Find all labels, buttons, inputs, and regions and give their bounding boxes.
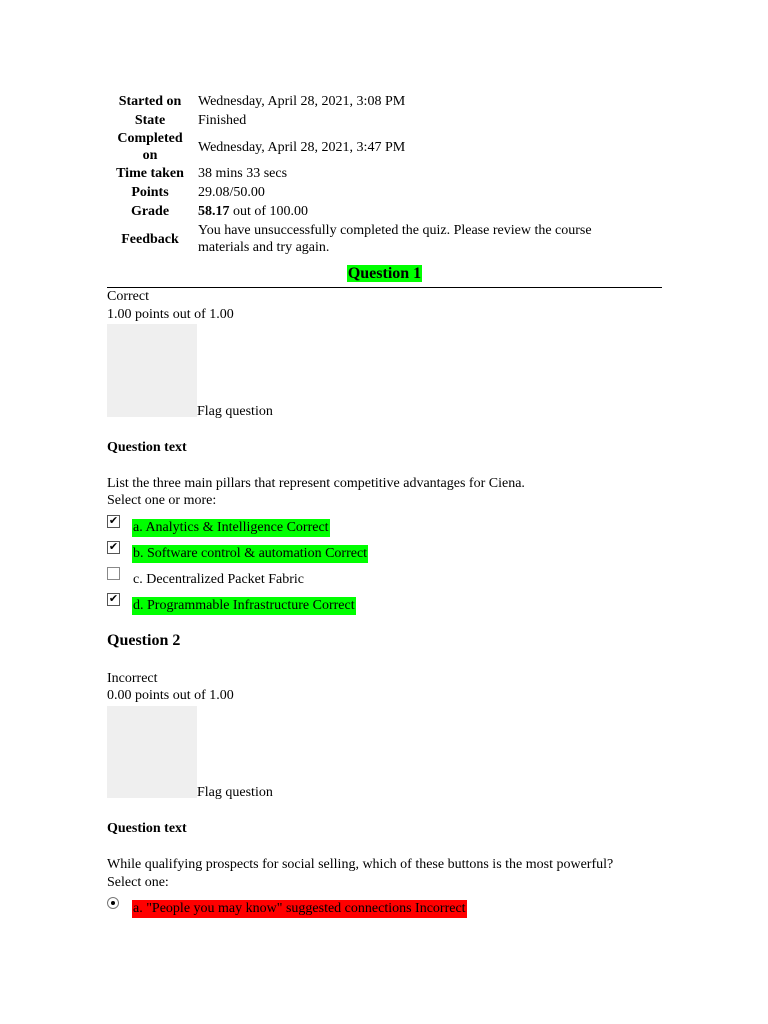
checkbox-unchecked-icon[interactable] <box>107 567 120 580</box>
q2-option-a-label: a. "People you may know" suggested connections Incorrect <box>133 901 466 916</box>
grade-score: 58.17 <box>198 204 230 219</box>
started-on-row <box>112 92 638 111</box>
grade-row <box>112 202 638 221</box>
state-row <box>112 111 638 130</box>
q2-flag-question[interactable]: Flag question <box>197 785 273 800</box>
question-1-title: Question 1 <box>347 265 422 282</box>
checkbox-checked-icon[interactable]: ✔ <box>108 515 119 527</box>
feedback-label: Feedback <box>121 231 179 247</box>
q2-question-text-label: Question text <box>107 821 187 836</box>
checkbox-checked-icon[interactable]: ✔ <box>108 541 119 553</box>
q1-flag-question[interactable]: Flag question <box>197 404 273 419</box>
feedback-row <box>112 221 638 257</box>
grade-label: Grade <box>130 204 170 219</box>
completed-on-label: Completed on <box>117 131 183 163</box>
time-taken-value: 38 mins 33 secs <box>198 166 288 181</box>
grade-value <box>192 202 638 221</box>
state-label: State <box>134 113 166 128</box>
started-on-label: Started on <box>118 94 182 109</box>
q2-info-box <box>107 706 197 798</box>
time-taken-row <box>112 164 638 183</box>
radio-selected-icon[interactable] <box>107 897 119 909</box>
q1-option-d-label: d. Programmable Infrastructure Correct <box>133 598 355 613</box>
started-on-value: Wednesday, April 28, 2021, 3:08 PM <box>198 94 406 109</box>
q2-points: 0.00 points out of 1.00 <box>107 688 234 703</box>
q1-option-a-label: a. Analytics & Intelligence Correct <box>133 520 329 535</box>
q1-option-c-label: c. Decentralized Packet Fabric <box>133 572 305 587</box>
state-value: Finished <box>198 113 247 128</box>
grade-out-of: out of 100.00 <box>229 204 309 219</box>
checkbox-checked-icon[interactable]: ✔ <box>108 593 119 605</box>
completed-on-value: Wednesday, April 28, 2021, 3:47 PM <box>198 139 406 155</box>
completed-on-row <box>112 130 638 164</box>
q1-info-box <box>107 324 197 417</box>
question-2-title: Question 2 <box>107 632 181 649</box>
feedback-value: You have unsuccessfully completed the quiz. Please review the course materials and try again. <box>198 223 592 255</box>
q2-question-text: While qualifying prospects for social selling, which of these buttons is the most powerful? <box>107 857 614 872</box>
attempt-summary-table <box>112 92 638 257</box>
q1-question-text-label: Question text <box>107 440 187 455</box>
question-1-heading <box>107 265 662 288</box>
q2-status: Incorrect <box>107 671 158 686</box>
time-taken-label: Time taken <box>116 166 184 181</box>
q1-option-b-label: b. Software control & automation Correct <box>133 546 368 561</box>
q1-question-text: List the three main pillars that represent competitive advantages for Ciena. <box>107 476 525 491</box>
q1-instruction: Select one or more: <box>107 493 217 508</box>
q1-points: 1.00 points out of 1.00 <box>107 307 234 322</box>
points-label: Points <box>131 185 169 200</box>
q2-instruction: Select one: <box>107 875 169 890</box>
points-row <box>112 183 638 202</box>
q1-status: Correct <box>107 289 149 304</box>
points-value: 29.08/50.00 <box>198 185 265 200</box>
